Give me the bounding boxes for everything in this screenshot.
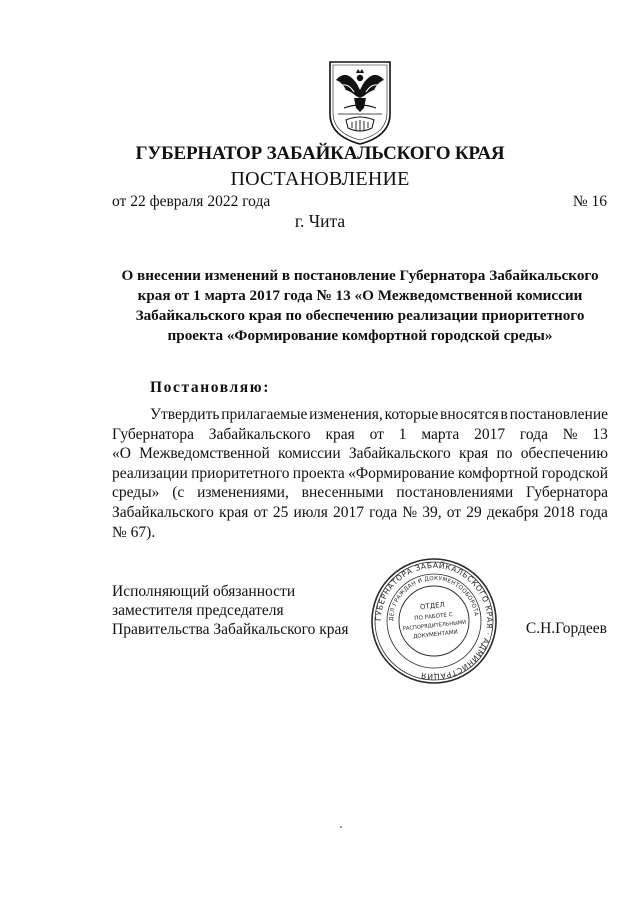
body-line xyxy=(112,464,608,484)
body-word: края xyxy=(458,445,489,463)
body-word: 39, xyxy=(422,503,442,521)
body-word: изменениями, xyxy=(197,484,289,502)
seal-center-line: ОТДЕЛ xyxy=(419,600,446,612)
body-word: 1 xyxy=(398,425,407,443)
position-line: Исполняющий обязанности xyxy=(112,583,296,600)
body-line xyxy=(112,444,608,464)
document-city: г. Чита xyxy=(294,211,346,231)
seal-center-line: РАСПОРЯДИТЕЛЬНЫМИ xyxy=(402,619,467,633)
seal-inner-text: ДЕЛ ГРАЖДАН И ДОКУМЕНТООБОРОТА xyxy=(388,575,479,622)
body-word: 2017 xyxy=(474,425,506,443)
body-word: июля xyxy=(293,503,328,521)
body-word: изменения, xyxy=(309,406,383,423)
body-word: № xyxy=(562,425,578,443)
body-word: Утвердить xyxy=(150,406,220,423)
seal-center-line: ДОКУМЕНТАМИ xyxy=(412,629,459,641)
body-word: от xyxy=(446,503,462,521)
document-number: № 16 xyxy=(572,193,607,210)
document-date: от 22 февраля 2022 года xyxy=(112,193,271,210)
resolve-heading: Постановляю: xyxy=(150,379,270,396)
body-word: года xyxy=(519,425,548,443)
body-word: реализации xyxy=(112,464,188,482)
body-word: № xyxy=(402,503,418,521)
body-word: в xyxy=(500,406,508,423)
body-word: комфортной xyxy=(457,464,539,482)
subject-line: О внесении изменений в постановление Губернатора Забайкальского xyxy=(121,267,599,284)
body-line xyxy=(112,503,608,523)
body-word: Забайкальского xyxy=(348,445,451,463)
body-word: № 67). xyxy=(112,523,156,541)
body-word: вносятся xyxy=(440,406,499,423)
body-paragraph xyxy=(112,405,608,542)
subject-line: Забайкальского края по обеспечению реализации приоритетного xyxy=(135,307,585,324)
body-line xyxy=(112,405,608,425)
body-line xyxy=(112,425,608,445)
body-line xyxy=(112,483,608,503)
body-word: Губернатора xyxy=(112,425,194,443)
body-word: года xyxy=(579,503,608,521)
body-word: края xyxy=(325,425,355,443)
body-word: прилагаемые xyxy=(221,406,308,423)
body-word: 25 xyxy=(272,503,289,521)
official-seal-icon xyxy=(369,556,499,686)
document-type: ПОСТАНОВЛЕНИЕ xyxy=(230,168,410,190)
body-word: постановлениями xyxy=(396,484,514,502)
position-line: заместителя председателя xyxy=(112,602,284,619)
body-word: Забайкальского xyxy=(208,425,311,443)
body-word: 29 xyxy=(466,503,482,521)
body-word: по xyxy=(496,445,513,463)
body-word: проекта xyxy=(292,464,345,482)
body-word: комиссии xyxy=(277,445,341,463)
body-word: среды» xyxy=(112,484,160,502)
issuer-title: ГУБЕРНАТОР ЗАБАЙКАЛЬСКОГО КРАЯ xyxy=(135,143,505,164)
body-word: 2018 xyxy=(543,503,575,521)
body-word: от xyxy=(253,503,268,521)
body-word: от xyxy=(369,425,384,443)
body-word: Межведомственной xyxy=(139,445,270,463)
body-line xyxy=(112,523,608,543)
body-word: края xyxy=(219,503,249,521)
subject-line: проекта «Формирование комфортной городской среды» xyxy=(167,327,553,344)
body-word: Забайкальского xyxy=(112,503,214,521)
body-word: приоритетного xyxy=(191,464,290,482)
scan-dot xyxy=(340,826,342,828)
body-word: года xyxy=(369,503,398,521)
body-word: городской xyxy=(541,464,608,482)
seal-outer-text: ГУБЕРНАТОРА ЗАБАЙКАЛЬСКОГО КРАЯ · АДМИНИСТРАЦИЯ xyxy=(373,560,495,682)
coat-of-arms-icon xyxy=(324,56,396,146)
body-word: внесенными xyxy=(301,484,384,502)
body-word: декабря xyxy=(486,503,539,521)
body-word: 2017 xyxy=(333,503,365,521)
body-word: «О xyxy=(112,445,131,463)
document-subject xyxy=(112,266,608,346)
body-word: которые xyxy=(384,406,439,423)
subject-line: края от 1 марта 2017 года № 13 «О Межведомственной комиссии xyxy=(137,287,583,304)
signatory-position xyxy=(112,582,349,639)
body-word: постановление xyxy=(509,406,608,423)
position-line: Правительства Забайкальского края xyxy=(112,621,349,638)
body-word: марта xyxy=(421,425,460,443)
body-word: обеспечению xyxy=(520,445,608,463)
body-word: Губернатора xyxy=(526,484,608,502)
seal-center-line: ПО РАБОТЕ С xyxy=(414,612,454,623)
body-word: 13 xyxy=(592,425,608,443)
body-word: «Формирование xyxy=(348,464,455,482)
signer-name: С.Н.Гордеев xyxy=(525,620,607,637)
body-word: (с xyxy=(172,484,185,502)
